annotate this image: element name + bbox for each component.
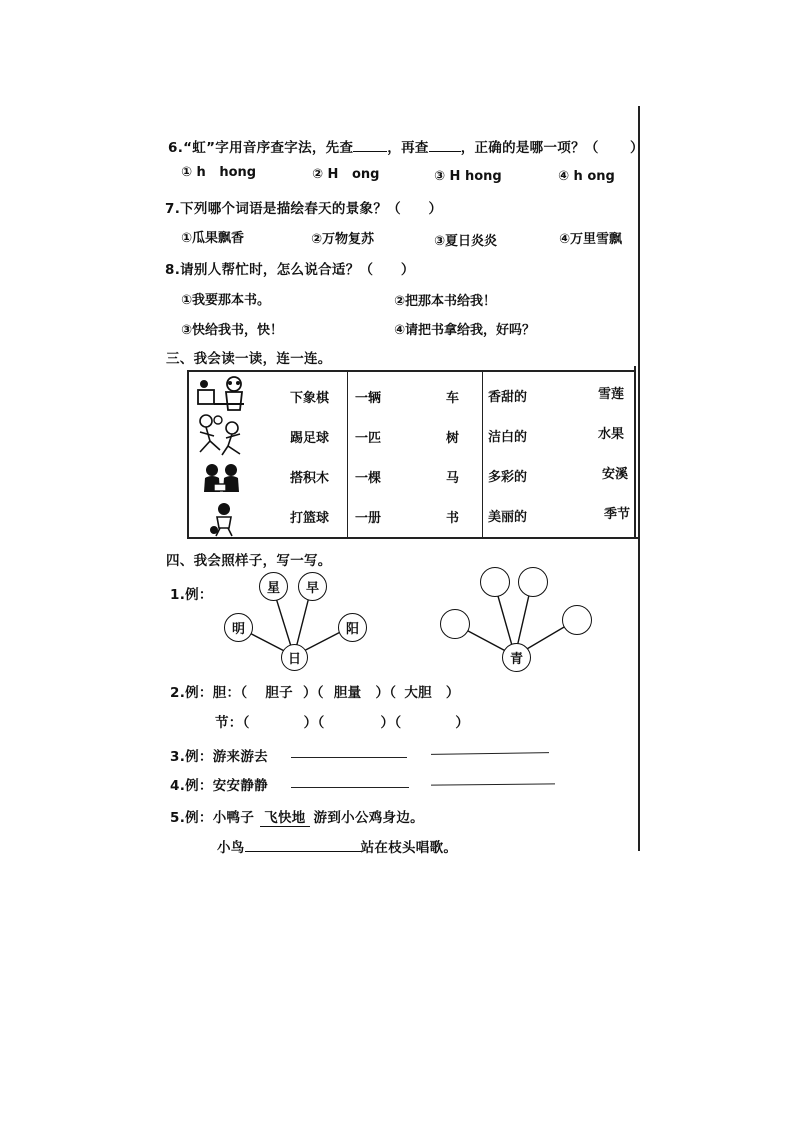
tree1-center-node: 日: [281, 644, 308, 671]
adjective-1[interactable]: 香甜的: [488, 390, 528, 405]
noun-3[interactable]: 马: [446, 471, 460, 486]
section3-title: 三、我会读一读，连一连。: [166, 351, 332, 367]
ex3-line: 3.例：游来游去: [170, 749, 268, 765]
q8-stem: 8.请别人帮忙时，怎么说合适？（ ）: [165, 262, 415, 278]
tree1-leaf-1: 明: [224, 613, 253, 642]
target-3[interactable]: 安溪: [602, 467, 629, 482]
q7-option-1[interactable]: ①瓜果飘香: [181, 231, 245, 246]
section4-title: 四、我会照样子，写一写。: [166, 553, 332, 569]
tree1-leaf-4: 阳: [338, 613, 367, 642]
tree2-leaf-1-blank[interactable]: [440, 609, 470, 639]
adjective-4[interactable]: 美丽的: [488, 510, 528, 525]
measure-1[interactable]: 一辆: [355, 391, 382, 406]
measure-2[interactable]: 一匹: [355, 431, 382, 446]
target-4[interactable]: 季节: [604, 507, 631, 522]
ex5-line-1: 5.例：小鸭子 飞快地 游到小公鸡身边。: [170, 810, 424, 826]
q6-answer-paren[interactable]: ）: [630, 140, 644, 156]
tree1-leaf-2: 星: [259, 572, 288, 601]
noun-1[interactable]: 车: [446, 391, 460, 406]
ex3-answer-line-1[interactable]: [291, 757, 407, 758]
ex2-word-1: 胆子: [265, 685, 293, 701]
tree2-leaf-2-blank[interactable]: [480, 567, 510, 597]
q8-option-2[interactable]: ②把那本书给我！: [394, 294, 497, 309]
q6-option-3[interactable]: ③ H hong: [434, 169, 502, 184]
ex5-answer-blank[interactable]: [245, 851, 361, 852]
q8-option-4[interactable]: ④请把书拿给我，好吗？: [394, 323, 536, 338]
ex5-line-2: 小鸟 站在枝头唱歌。: [217, 840, 458, 856]
q6-option-1[interactable]: ① h hong: [181, 165, 257, 180]
tree2-center-node: 青: [502, 643, 531, 672]
tree2-leaf-4-blank[interactable]: [562, 605, 592, 635]
target-2[interactable]: 水果: [598, 427, 625, 442]
measure-4[interactable]: 一册: [355, 511, 382, 526]
target-1[interactable]: 雪莲: [598, 387, 625, 402]
activity-chess[interactable]: 下象棋: [290, 391, 330, 406]
ex2-word-3: 大胆: [404, 685, 432, 701]
ex4-example-word: 安安静静: [212, 778, 268, 794]
ex4-line: 4.例：安安静静: [170, 778, 268, 794]
activity-basketball[interactable]: 打篮球: [290, 511, 330, 526]
tree2-leaf-3-blank[interactable]: [518, 567, 548, 597]
ex2-line-2: 节：（ ）（ ）（ ）: [215, 715, 470, 731]
activity-blocks[interactable]: 搭积木: [290, 471, 330, 486]
adjective-3[interactable]: 多彩的: [488, 470, 528, 485]
ex3-example-word: 游来游去: [212, 749, 268, 765]
adjective-2[interactable]: 洁白的: [488, 430, 528, 445]
noun-4[interactable]: 书: [446, 511, 460, 526]
q7-option-3[interactable]: ③夏日炎炎: [434, 234, 498, 249]
q7-stem: 7.下列哪个词语是描绘春天的景象？（ ）: [165, 201, 443, 217]
measure-3[interactable]: 一棵: [355, 471, 382, 486]
ex1-label: 1.例：: [170, 587, 213, 603]
q7-option-2[interactable]: ②万物复苏: [311, 232, 375, 247]
q6-option-4[interactable]: ④ h ong: [558, 169, 615, 184]
q6-stem: 6.“虹”字用音序查字法，先查 ，再查 ，正确的是哪一项？（: [168, 140, 599, 156]
q8-option-3[interactable]: ③快给我书，快！: [181, 323, 284, 338]
noun-2[interactable]: 树: [446, 431, 460, 446]
q8-option-1[interactable]: ①我要那本书。: [181, 293, 271, 308]
q7-option-4[interactable]: ④万里雪飘: [559, 232, 623, 247]
ex5-underlined-word: 飞快地: [260, 810, 309, 827]
tree1-leaf-3: 早: [298, 572, 327, 601]
ex4-answer-line-1[interactable]: [291, 787, 409, 788]
activity-football[interactable]: 踢足球: [290, 431, 330, 446]
q6-option-2[interactable]: ② H ong: [312, 167, 380, 182]
ex2-line-1: 2.例：胆：（ 胆子 ）（ 胆量 ）（ 大胆 ）: [170, 685, 460, 701]
ex2-word-2: 胆量: [333, 685, 362, 701]
